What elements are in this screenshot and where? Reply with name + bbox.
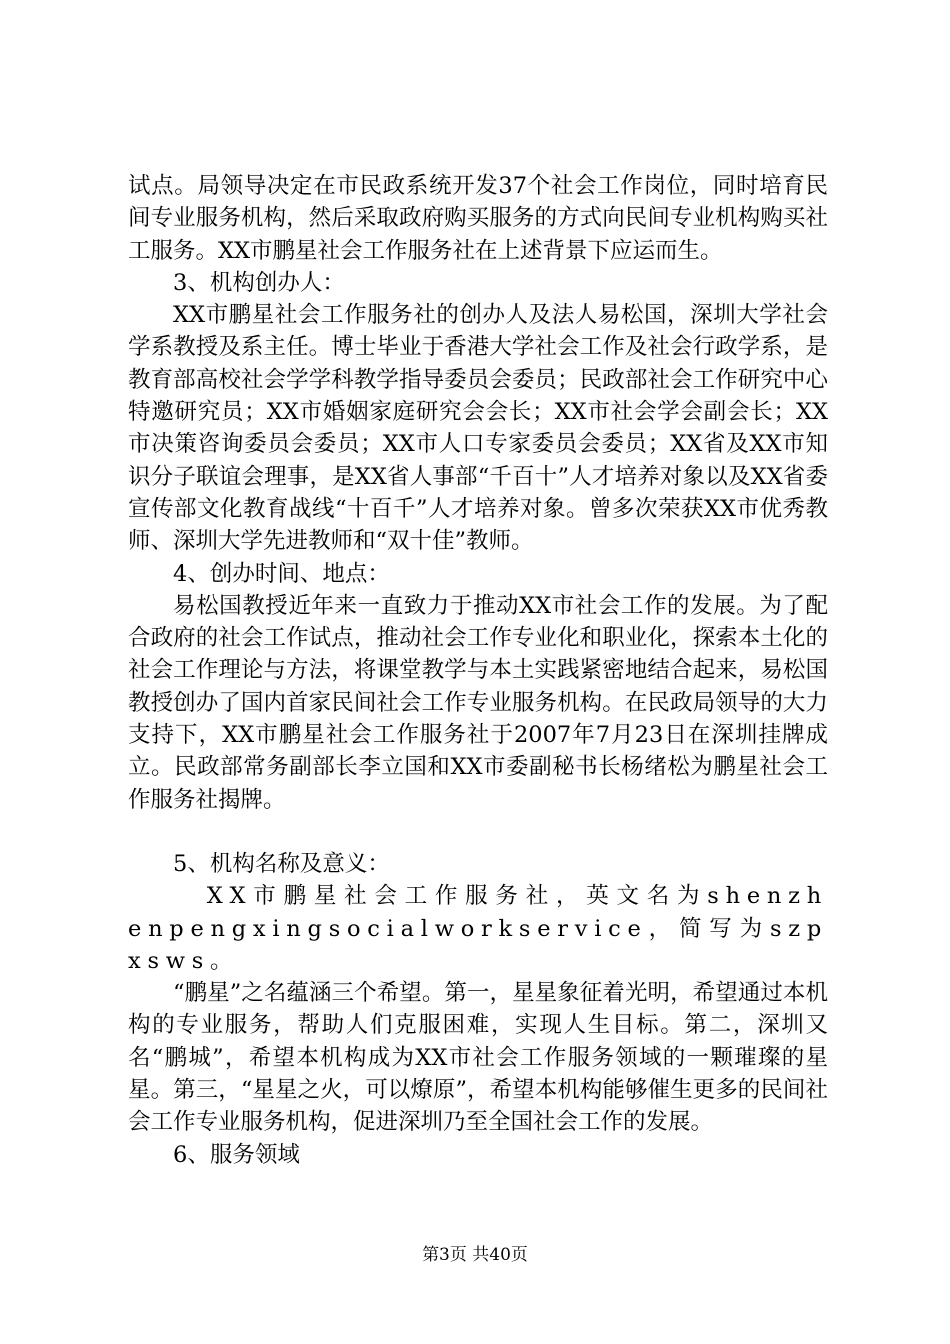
heading-founder: 3、机构创办人： xyxy=(173,269,345,296)
paragraph-time-place: 易松国教授近年来一直致力于推动XX市社会工作的发展。为了配合政府的社会工作试点，推动社会工作专业化和职业化，探索本土化的社会工作理论与方法，将课堂教学与本土实践紧密地结合起来，易松国教授创办了国内首家民间社会工作专业服务机构。在民政局领导的大力支持下，XX市鹏星社会工作服务社于2007年7月23日在深圳挂牌成立。民政部常务副部长李立国和XX市委副秘书长杨绪松为鹏星社会工作服务社揭牌。 xyxy=(128,592,828,813)
paragraph-founder: XX市鹏星社会工作服务社的创办人及法人易松国，深圳大学社会学系教授及系主任。博士毕业于香港大学社会工作及社会行政学系，是教育部高校社会学学科教学指导委员会委员；民政部社会工作研究中心特邀研究员；XX市婚姻家庭研究会会长；XX市社会学会副会长；XX市决策咨询委员会委员；XX市人口专家委员会委员；XX省及XX市知识分子联谊会理事，是XX省人事部“千百十”人才培养对象以及XX省委宣传部文化教育战线“十百千”人才培养对象。曾多次荣获XX市优秀教师、深圳大学先进教师和“双十佳”教师。 xyxy=(128,302,828,555)
heading-time-place: 4、创办时间、地点： xyxy=(173,560,390,587)
paragraph-pilot-background: 试点。局领导决定在市民政系统开发37个社会工作岗位，同时培育民间专业服务机构，然后采取政府购买服务的方式向民间专业机构购买社工服务。XX市鹏星社会工作服务社在上述背景下应运而生。 xyxy=(128,173,828,264)
heading-service-areas: 6、服务领域 xyxy=(173,1141,300,1168)
paragraph-name-meaning: “鹏星”之名蕴涵三个希望。第一，星星象征着光明，希望通过本机构的专业服务，帮助人们克服困难，实现人生目标。第二，深圳又名“鹏城”，希望本机构成为XX市社会工作服务领域的一颗璀璨的星星。第三，“星星之火，可以燎原”，希望本机构能够催生更多的民间社会工作专业服务机构，促进深圳乃至全国社会工作的发展。 xyxy=(128,980,828,1136)
heading-name-meaning: 5、机构名称及意义： xyxy=(173,850,390,877)
paragraph-english-name: XX市鹏星社会工作服务社，英文名为shenzhenpengxingsocialworkservice，简写为szpxsws。 xyxy=(128,883,828,974)
document-body xyxy=(128,170,828,1171)
page-footer: 第3页 共40页 xyxy=(422,1245,528,1265)
